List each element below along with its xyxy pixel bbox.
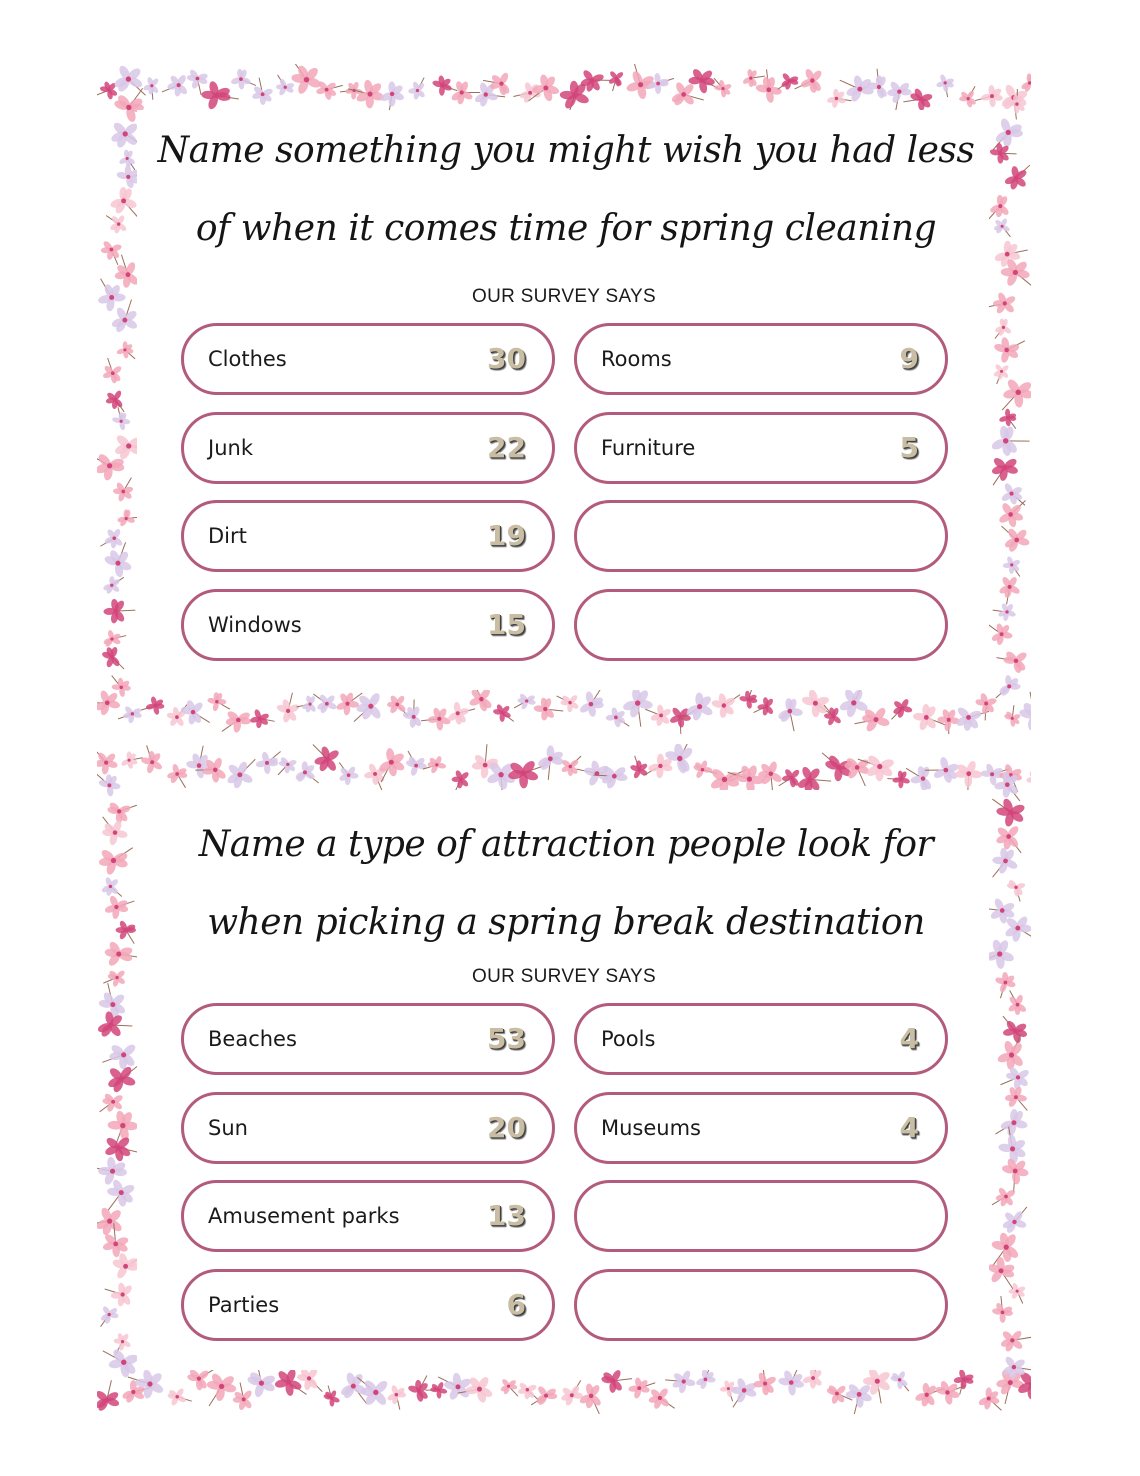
blossom-icon — [1020, 73, 1031, 93]
blossom-icon — [801, 689, 833, 718]
blossom-icon — [991, 1232, 1020, 1266]
answer-points: 20 — [487, 1111, 526, 1144]
answer-slot-2 — [181, 1092, 555, 1164]
answer-text: Rooms — [601, 347, 672, 371]
blossom-icon — [989, 195, 1011, 220]
question-line-1: Name something you might wish you had less — [157, 130, 975, 171]
answer-text: Sun — [208, 1116, 248, 1140]
blossom-icon — [1000, 1329, 1031, 1353]
answer-slot-4 — [181, 589, 555, 661]
blossom-icon — [101, 646, 124, 669]
blossom-icon — [1005, 1086, 1028, 1111]
blossom-icon — [222, 709, 252, 733]
blossom-icon — [560, 1380, 583, 1406]
blossom-icon — [887, 80, 912, 110]
survey-says-label: OUR SURVEY SAYS — [471, 286, 656, 307]
blossom-icon — [778, 72, 799, 90]
blossom-icon — [936, 74, 955, 97]
blossom-icon — [102, 358, 123, 384]
blossom-icon — [1001, 1157, 1029, 1192]
blossom-icon — [104, 940, 141, 968]
blossom-icon — [97, 749, 118, 775]
blossom-icon — [116, 920, 137, 944]
blossom-icon — [379, 81, 405, 113]
blossom-icon — [625, 64, 655, 100]
blossom-icon — [109, 187, 138, 217]
blossom-icon — [166, 763, 187, 787]
blossom-icon — [925, 756, 960, 784]
answer-points: 30 — [487, 342, 526, 375]
answer-points: 19 — [487, 519, 526, 552]
answer-points: 22 — [487, 431, 526, 464]
blossom-icon — [118, 705, 142, 724]
blossom-icon — [959, 86, 977, 108]
blossom-icon — [995, 1109, 1028, 1137]
blossom-icon — [102, 576, 124, 595]
answer-slot-7 — [574, 500, 948, 572]
blossom-icon — [103, 542, 132, 577]
blossom-icon — [97, 1206, 124, 1236]
blossom-icon — [779, 768, 801, 788]
blossom-icon — [665, 1369, 696, 1393]
answer-text: Beaches — [208, 1027, 297, 1051]
blossom-icon — [608, 70, 625, 91]
blossom-icon — [103, 1348, 140, 1378]
blossom-icon — [937, 708, 960, 734]
blossom-icon — [297, 695, 317, 713]
blossom-icon — [537, 745, 565, 780]
blossom-icon — [276, 693, 301, 724]
blossom-icon — [316, 80, 343, 101]
blossom-icon — [1004, 915, 1031, 943]
blossom-icon — [103, 598, 135, 624]
blossom-icon — [795, 68, 824, 94]
blossom-icon — [990, 425, 1029, 456]
blossom-icon — [630, 756, 649, 779]
blossom-icon — [711, 693, 740, 719]
blossom-icon — [226, 759, 255, 789]
blossom-icon — [107, 1178, 136, 1210]
blossom-icon — [648, 1387, 675, 1410]
answer-points: 4 — [899, 1111, 919, 1144]
blossom-icon — [731, 1377, 757, 1407]
blossom-icon — [338, 763, 359, 786]
blossom-icon — [104, 895, 134, 920]
answer-points: 9 — [899, 342, 919, 375]
blossom-icon — [977, 1387, 1001, 1410]
blossom-icon — [891, 698, 912, 719]
blossom-icon — [162, 74, 189, 97]
blossom-icon — [357, 1377, 389, 1406]
blossom-icon — [996, 675, 1021, 698]
blossom-icon — [105, 389, 124, 411]
blossom-icon — [187, 68, 209, 95]
blossom-icon — [500, 1378, 518, 1396]
answer-points: 6 — [506, 1288, 526, 1321]
blossom-icon — [105, 1282, 134, 1307]
blossom-icon — [180, 699, 210, 725]
blossom-icon — [994, 318, 1012, 339]
blossom-icon — [97, 1380, 120, 1412]
answer-slot-8 — [574, 1269, 948, 1341]
blossom-icon — [386, 1384, 406, 1409]
blossom-icon — [323, 1386, 340, 1407]
blossom-icon — [998, 501, 1026, 528]
question-line-1: Name a type of attraction people look for — [198, 824, 934, 865]
blossom-icon — [1019, 692, 1031, 731]
blossom-icon — [1002, 1016, 1028, 1044]
blossom-icon — [906, 766, 933, 792]
blossom-icon — [693, 760, 718, 779]
blossom-icon — [1007, 990, 1027, 1015]
answer-slot-6 — [574, 412, 948, 484]
blossom-icon — [167, 1387, 192, 1406]
blossom-icon — [97, 774, 121, 797]
answer-text: Museums — [601, 1116, 701, 1140]
blossom-icon — [423, 755, 447, 774]
blossom-icon — [557, 694, 580, 713]
answer-text: Amusement parks — [208, 1204, 400, 1228]
blossom-icon — [113, 478, 134, 503]
blossom-icon — [141, 696, 165, 715]
blossom-icon — [1000, 1066, 1030, 1090]
answer-points: 5 — [899, 431, 919, 464]
blossom-icon — [1000, 482, 1025, 505]
blossom-icon — [143, 76, 160, 99]
blossom-icon — [100, 1092, 124, 1113]
blossom-icon — [447, 702, 476, 725]
blossom-icon — [777, 698, 803, 731]
blossom-icon — [992, 1296, 1014, 1323]
blossom-icon — [601, 1369, 632, 1393]
blossom-icon — [992, 797, 1026, 827]
blossom-icon — [103, 629, 126, 647]
blossom-icon — [408, 78, 426, 101]
blossom-icon — [97, 689, 121, 716]
blossom-icon — [992, 847, 1019, 877]
blossom-icon — [755, 69, 782, 103]
survey-card-2 — [97, 744, 1031, 1414]
blossom-icon — [987, 1257, 1016, 1289]
blossom-icon — [1002, 377, 1031, 410]
answer-slot-1 — [181, 1003, 555, 1075]
blossom-icon — [1002, 526, 1031, 553]
blossom-icon — [313, 693, 337, 714]
blossom-icon — [100, 528, 123, 549]
blossom-icon — [313, 744, 341, 772]
answer-text: Windows — [208, 613, 302, 637]
blossom-icon — [1006, 879, 1026, 902]
answer-text: Pools — [601, 1027, 656, 1051]
blossom-icon — [993, 363, 1010, 384]
blossom-icon — [402, 700, 423, 729]
answer-slot-4 — [181, 1269, 555, 1341]
blossom-icon — [514, 692, 536, 710]
blossom-icon — [890, 1370, 909, 1391]
blossom-icon — [405, 751, 427, 777]
answer-slot-3 — [181, 500, 555, 572]
blossom-icon — [992, 1186, 1016, 1207]
blossom-icon — [339, 1371, 368, 1403]
blossom-icon — [578, 1383, 602, 1414]
blossom-icon — [278, 756, 297, 775]
blossom-icon — [989, 142, 1016, 163]
blossom-icon — [101, 240, 123, 265]
blossom-icon — [201, 80, 239, 110]
answer-slot-2 — [181, 412, 555, 484]
blossom-icon — [846, 1382, 873, 1414]
blossom-icon — [647, 73, 674, 94]
blossom-icon — [975, 85, 1003, 108]
blossom-icon — [993, 603, 1017, 622]
blossom-icon — [988, 623, 1014, 646]
question-title — [152, 112, 980, 268]
blossom-icon — [997, 650, 1029, 674]
blossom-icon — [101, 876, 122, 896]
blossom-icon — [561, 756, 582, 776]
answer-points: 53 — [487, 1022, 526, 1055]
blossom-icon — [438, 1372, 472, 1401]
blossom-icon — [112, 407, 131, 431]
blossom-icon — [102, 817, 128, 846]
blossom-icon — [97, 1156, 127, 1186]
blossom-icon — [1026, 770, 1031, 793]
answer-slot-8 — [574, 589, 948, 661]
answer-text: Parties — [208, 1293, 280, 1317]
blossom-icon — [578, 687, 604, 717]
blossom-icon — [840, 75, 875, 104]
blossom-icon — [233, 1383, 254, 1411]
blossom-icon — [529, 74, 560, 102]
blossom-icon — [1003, 556, 1021, 577]
survey-says-label: OUR SURVEY SAYS — [471, 966, 656, 987]
blossom-icon — [1004, 165, 1030, 190]
blossom-icon — [100, 1305, 119, 1326]
blossom-icon — [991, 456, 1019, 485]
answer-text: Junk — [208, 436, 253, 460]
blossom-icon — [758, 761, 784, 794]
blossom-icon — [336, 692, 363, 716]
blossom-icon — [517, 1382, 538, 1400]
answer-slot-5 — [574, 1003, 948, 1075]
blossom-icon — [207, 692, 230, 712]
blossom-icon — [714, 78, 732, 98]
blossom-icon — [250, 708, 275, 728]
blossom-icon — [230, 68, 256, 89]
blossom-icon — [1004, 705, 1022, 727]
blossom-icon — [628, 1377, 655, 1399]
blossom-icon — [294, 761, 319, 783]
blossom-icon — [206, 1372, 237, 1406]
answer-slot-7 — [574, 1180, 948, 1252]
answer-points: 4 — [899, 1022, 919, 1055]
blossom-icon — [914, 1383, 944, 1408]
blossom-icon — [255, 751, 280, 774]
blossom-icon — [98, 848, 132, 876]
answer-text: Furniture — [601, 436, 696, 460]
blossom-icon — [251, 78, 273, 105]
blossom-icon — [998, 576, 1021, 605]
answer-slot-3 — [181, 1180, 555, 1252]
blossom-icon — [742, 69, 765, 88]
answer-slot-5 — [574, 323, 948, 395]
question-title — [152, 806, 980, 962]
question-line-2: when picking a spring break destination — [207, 902, 925, 943]
survey-card-1 — [97, 64, 1031, 734]
answer-text: Dirt — [208, 524, 247, 548]
blossom-icon — [670, 81, 703, 107]
blossom-icon — [993, 337, 1025, 364]
blossom-icon — [116, 341, 135, 359]
answer-text: Clothes — [208, 347, 287, 371]
blossom-icon — [98, 983, 126, 1019]
blossom-icon — [421, 707, 451, 731]
blossom-icon — [1002, 1207, 1028, 1234]
blossom-icon — [998, 409, 1016, 429]
blossom-icon — [493, 703, 514, 722]
blossom-icon — [107, 801, 137, 823]
blossom-icon — [140, 745, 163, 774]
answer-slot-6 — [574, 1092, 948, 1164]
blossom-icon — [953, 1369, 974, 1395]
answer-points: 15 — [487, 608, 526, 641]
blossom-icon — [993, 218, 1010, 237]
blossom-icon — [106, 214, 127, 234]
blossom-icon — [995, 824, 1021, 853]
blossom-icon — [824, 705, 842, 726]
answer-slot-1 — [181, 323, 555, 395]
question-line-2: of when it comes time for spring cleaning — [195, 208, 937, 249]
blossom-icon — [534, 697, 564, 721]
blossom-icon — [120, 751, 142, 769]
blossom-icon — [622, 687, 653, 726]
answer-points: 13 — [487, 1199, 526, 1232]
blossom-icon — [432, 75, 458, 96]
blossom-icon — [867, 69, 889, 99]
blossom-icon — [102, 1042, 137, 1069]
blossom-icon — [407, 1376, 429, 1403]
